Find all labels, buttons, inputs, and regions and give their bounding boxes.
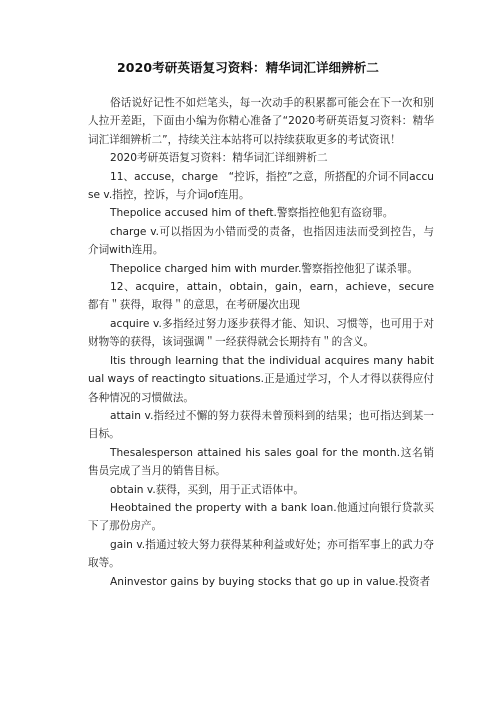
paragraph-definition: acquire v.多指经过努力逐步获得才能、知识、习惯等，也可用于对财物等的获得，该词强调＂一经获得就会长期持有＂的含义。: [88, 317, 434, 349]
paragraph-definition: gain v.指通过较大努力获得某种利益或好处；亦可指军事上的武力夺取等。: [88, 538, 434, 570]
paragraph-subtitle: 2020考研英语复习资料：精华词汇详细辨析二: [110, 152, 328, 165]
paragraph-definition: charge v.可以指因为小错而受的责备，也指因违法而受到控告，与介词with连用。: [88, 225, 434, 257]
paragraph-example: Thepolice accused him of theft.警察指控他犯有盗窃罪。: [110, 207, 394, 220]
paragraph-example: Itis through learning that the individual acquires many habitual ways of reactingto situations.正是通过学习，个人才得以获得应付各种情况的习惯做法。: [88, 354, 434, 404]
paragraph-item-12: 12、acquire，attain，obtain，gain，earn，achieve，secure都有＂获得，取得＂的意思，在考研屡次出现: [88, 281, 434, 312]
paragraph-example: Thesalesperson attained his sales goal for the month.这名销售员完成了当月的销售目标。: [88, 446, 434, 478]
paragraph-example: Heobtained the property with a bank loan.他通过向银行贷款买下了那份房产。: [88, 501, 434, 533]
paragraph-example: Thepolice charged him with murder.警察指控他犯了谋杀罪。: [110, 262, 418, 275]
paragraph-definition: attain v.指经过不懈的努力获得未曾预料到的结果；也可指达到某一目标。: [88, 409, 434, 441]
paragraph-intro: 俗话说好记性不如烂笔头，每一次动手的积累都可能会在下一次和别人拉开差距，下面由小编为你精心准备了“2020考研英语复习资料：精华词汇详细辨析二”，持续关注本站将可以持续获取更多的考试资讯！: [88, 97, 434, 146]
paragraph-definition: obtain v.获得，买到，用于正式语体中。: [110, 483, 305, 496]
paragraph-item-11: 11、accuse，charge “控诉，指控”之意，所搭配的介词不同accuse v.指控，控诉，与介词of连用。: [88, 170, 434, 202]
paragraph-example: Aninvestor gains by buying stocks that go up in value.投资者: [110, 575, 431, 588]
document-title: 2020考研英语复习资料：精华词汇详细辨析二: [117, 60, 379, 75]
